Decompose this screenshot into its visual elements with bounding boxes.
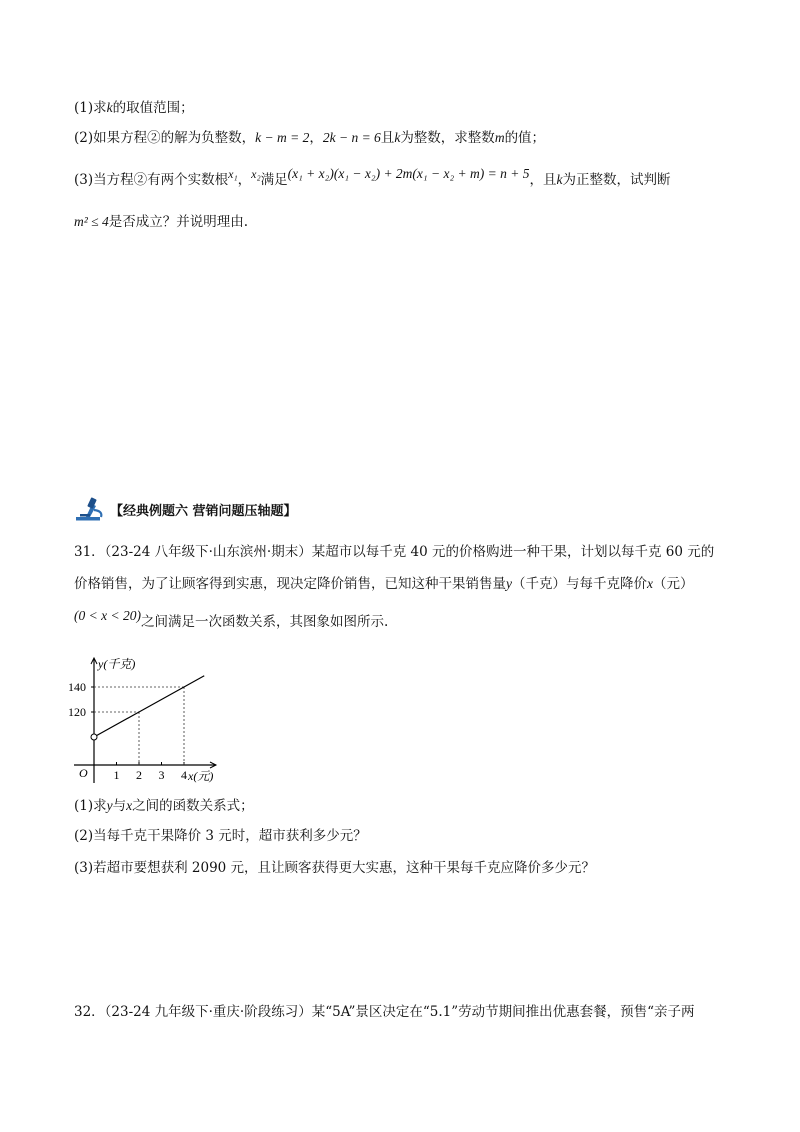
q31-sub1-x: x [126, 798, 133, 813]
q30-part3 [74, 166, 671, 190]
q31-sub3 [74, 858, 595, 878]
q30-part3-mid: 满足 [260, 172, 288, 188]
q30-part2 [74, 128, 545, 148]
function-graph [66, 655, 236, 785]
q30-part3-sep: ， [237, 172, 252, 188]
x-tick-label-3: 3 [158, 768, 165, 782]
q30-sep: ， [309, 130, 323, 146]
q31-stem-2a: 价格销售，为了让顾客得到实惠，现决定降价销售，已知这种干果销售量 [74, 576, 506, 592]
q31-sub1-text: 之间的函数关系式； [132, 798, 254, 814]
q30-part2-mid: 且 [380, 130, 395, 146]
q30-part1-label: (1)求 [74, 100, 107, 116]
q31-var-y: y [506, 576, 512, 591]
q31-stem-3: 之间满足一次函数关系，其图象如图所示. [140, 614, 389, 630]
section-header [74, 496, 297, 522]
q30-var-k: k [106, 100, 113, 115]
y-axis-label: y(千克) [98, 657, 136, 671]
microscope-icon [74, 496, 108, 522]
q30-var-k2: k [394, 130, 401, 145]
q30-root-x2: x₂ [251, 167, 261, 181]
open-endpoint [91, 734, 97, 740]
q30-part2-mid2: 为整数，求整数 [400, 130, 495, 146]
q31-stem-2b: （千克）与每千克降价 [512, 576, 647, 592]
x-tick-label-2: 2 [136, 768, 142, 782]
q31-sub1-y: y [106, 798, 113, 813]
q30-part2-label: (2)如果方程②的解为负整数， [74, 130, 256, 146]
q30-inequality: m² ≤ 4 [74, 214, 109, 229]
q30-root-x1: x₁ [228, 167, 238, 181]
q31-sub2-text: (2)当每千克干果降价 3 元时，超市获利多少元？ [74, 828, 367, 844]
x-axis-label: x(元) [188, 769, 214, 783]
q32-line1 [74, 1002, 695, 1022]
q31-sub1-label: (1)求 [74, 798, 107, 814]
section-title: 【经典例题六 营销问题压轴题】 [110, 503, 297, 519]
function-line [94, 676, 204, 737]
origin-label: O [79, 766, 88, 780]
q31-sub1 [74, 796, 254, 816]
q32-stem-1: 32．（23-24 九年级下·重庆·阶段练习）某“5A”景区决定在“5.1”劳动节期间推出优惠套餐，预售“亲子两 [74, 1004, 695, 1020]
q30-part1-text: 的取值范围； [112, 100, 194, 116]
q30-part3-end: 为正整数，试判断 [562, 172, 671, 188]
q31-domain: (0 < x < 20) [74, 608, 141, 623]
q31-sub1-and: 与 [112, 798, 127, 814]
q30-part1 [74, 98, 194, 118]
q30-var-k3: k [556, 172, 563, 187]
q30-part3-question: 是否成立？并说明理由. [108, 214, 249, 230]
q30-part2-end: 的值； [504, 130, 546, 146]
q31-line2 [74, 574, 694, 594]
q30-eq-k-minus-m: k − m = 2 [255, 130, 310, 145]
q30-part3-cont [74, 212, 248, 232]
q30-part3-after: ，且 [529, 172, 557, 188]
x-tick-label-4: 4 [181, 768, 187, 782]
q31-sub2 [74, 826, 367, 846]
q31-stem-2c: （元） [653, 576, 694, 592]
q31-var-x: x [647, 576, 653, 591]
q30-var-m: m [494, 130, 505, 145]
q31-sub3-text: (3)若超市要想获利 2090 元，且让顾客获得更大实惠，这种干果每千克应降价多少元？ [74, 860, 596, 876]
q30-condition-equation: (x₁ + x₂)(x₁ − x₂) + 2m(x₁ − x₂ + m) = n + 5 [287, 166, 530, 181]
x-tick-label-1: 1 [113, 768, 120, 782]
q30-eq-2k-minus-n: 2k − n = 6 [322, 130, 381, 145]
y-tick-label-140: 140 [68, 680, 86, 694]
q31-line3 [74, 608, 389, 632]
q30-part3-label: (3)当方程②有两个实数根 [74, 172, 229, 188]
q31-line1 [74, 542, 714, 562]
y-tick-label-120: 120 [68, 705, 86, 719]
q31-stem-1: 31．（23-24 八年级下·山东滨州·期末）某超市以每千克 40 元的价格购进一种干果，计划以每千克 60 元的 [74, 544, 715, 560]
